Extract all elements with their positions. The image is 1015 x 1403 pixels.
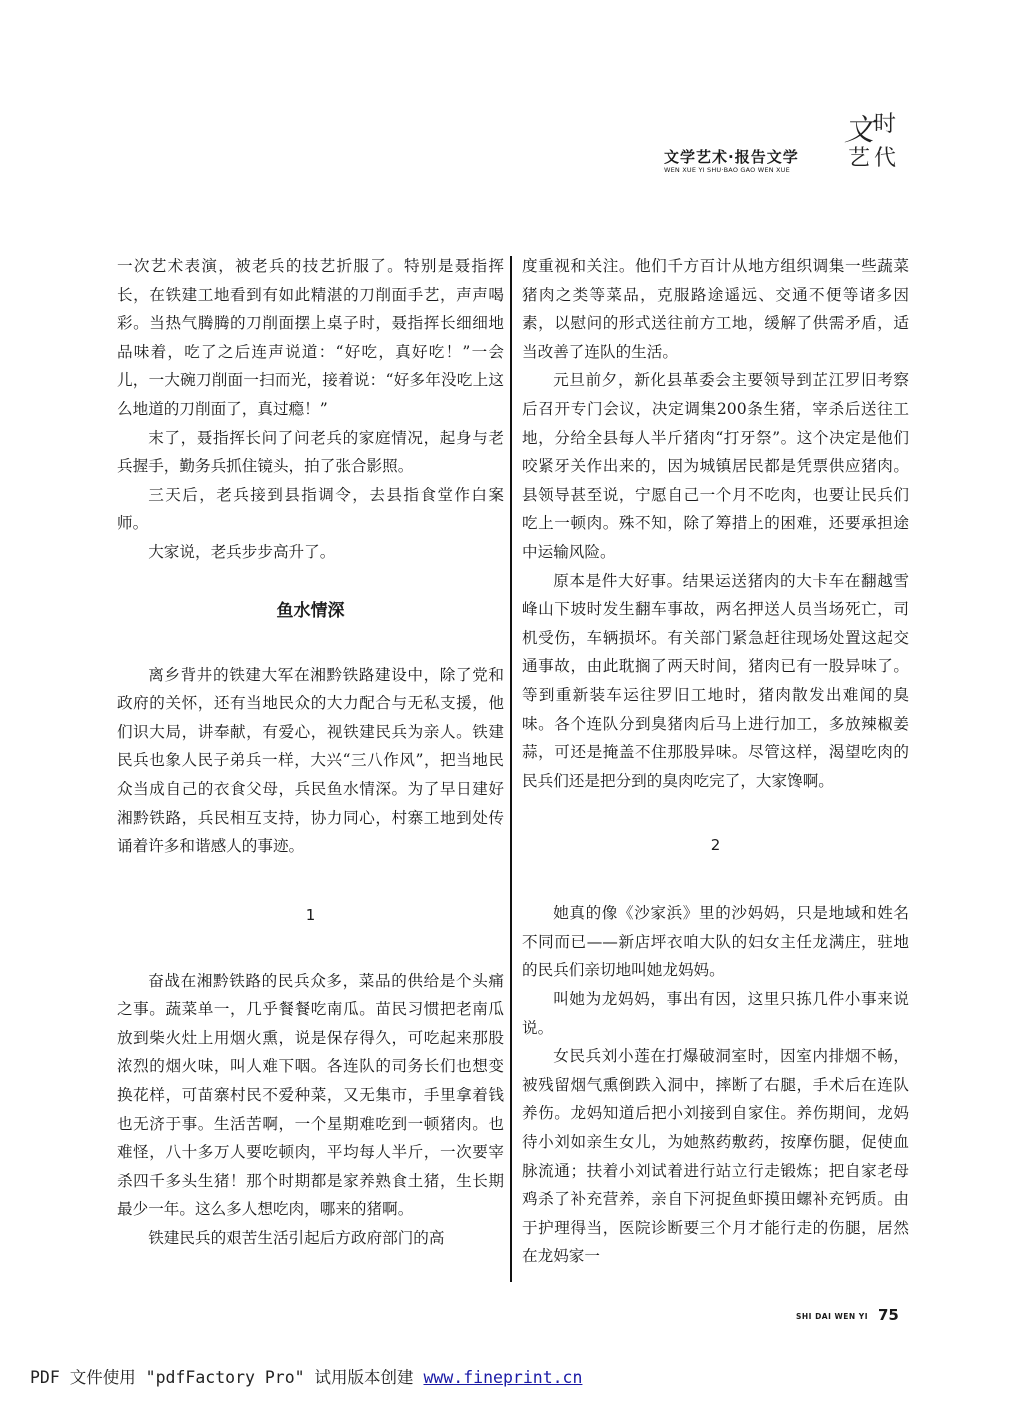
paragraph: 一次艺术表演，被老兵的技艺折服了。特别是聂指挥长，在铁建工地看到有如此精湛的刀削面手艺，声声喝彩。当热气腾腾的刀削面摆上桌子时，聂指挥长细细地品味着，吃了之后连声说道：“好吃，真好吃！”一会儿，一大碗刀削面一扫而光，接着说：“好多年没吃上这么地道的刀削面了，真过瘾！” — [117, 257, 504, 418]
section-title: 文学艺术·报告文学 — [664, 148, 799, 166]
logo-char-3: 艺 — [848, 146, 871, 171]
paragraph: 元旦前夕，新化县革委会主要领导到芷江罗旧考察后召开专门会议，决定调集200条生猪，宰杀后送往工地，分给全县每人半斤猪肉“打牙祭”。这个决定是他们咬紧牙关作出来的，因为城镇居民都是凭票供应猪肉。县领导甚至说，宁愿自己一个月不吃肉，也要让民兵们吃上一顿肉。殊不知，除了筹措上的困难，还要承担途中运输风险。 — [522, 371, 909, 561]
pdf-watermark — [30, 1364, 582, 1388]
logo-char-2: 时 — [874, 112, 897, 137]
journal-name: SHI DAI WEN YI — [796, 1312, 869, 1321]
section-heading: 鱼水情深 — [276, 600, 345, 621]
journal-logo — [842, 114, 902, 176]
watermark-text: PDF 文件使用 "pdfFactory Pro" 试用版本创建 — [30, 1368, 424, 1387]
paragraph: 叫她为龙妈妈，事出有因，这里只拣几件小事来说说。 — [522, 990, 909, 1037]
paragraph: 她真的像《沙家浜》里的沙妈妈，只是地域和姓名不同而已——新店坪衣咱大队的妇女主任龙满庄，驻地的民兵们亲切地叫她龙妈妈。 — [522, 904, 909, 980]
watermark-link[interactable]: www.fineprint.cn — [423, 1368, 583, 1387]
paragraph: 奋战在湘黔铁路的民兵众多，菜品的供给是个头痛之事。蔬菜单一，几乎餐餐吃南瓜。苗民习惯把老南瓜放到柴火灶上用烟火熏，说是保存得久，可吃起来那股浓烈的烟火味，叫人难下咽。各连队的司务长们也想变换花样，可苗寨村民不爱种菜，又无集市，手里拿着钱也无济于事。生活苦啊，一个星期难吃到一顿猪肉。也难怪，八十多万人要吃顿肉，平均每人半斤，一次要宰杀四千多头生猪！那个时期都是家养熟食土猪，生长期最少一年。这么多人想吃肉，哪来的猪啊。 — [117, 971, 504, 1219]
section-subtitle: WEN XUE YI SHU·BAO GAO WEN XUE — [664, 166, 790, 174]
logo-char-1: 文 — [844, 113, 874, 148]
paragraph: 大家说，老兵步步高升了。 — [148, 542, 336, 561]
paragraph: 女民兵刘小莲在打爆破洞室时，因室内排烟不畅，被残留烟气熏倒跌入洞中，摔断了右腿，手术后在连队养伤。龙妈知道后把小刘接到自家住。养伤期间，龙妈待小刘如亲生女儿，为她熬药敷药，按摩伤腿，促使血脉流通；扶着小刘试着进行站立行走锻炼；把自家老母鸡杀了补充营养，亲自下河捉鱼虾摸田螺补充钙质。由于护理得当，医院诊断要三个月才能行走的伤腿，居然在龙妈家一 — [522, 1047, 909, 1266]
paragraph: 度重视和关注。他们千方百计从地方组织调集一些蔬菜猪肉之类等菜品，克服路途遥远、交通不便等诸多因素，以慰问的形式送往前方工地，缓解了供需矛盾，适当改善了连队的生活。 — [522, 257, 909, 361]
paragraph: 离乡背井的铁建大军在湘黔铁路建设中，除了党和政府的关怀，还有当地民众的大力配合与无私支援，他们识大局，讲奉献，有爱心，视铁建民兵为亲人。铁建民兵也象人民子弟兵一样，大兴“三八作风”，把当地民众当成自己的衣食父母，兵民鱼水情深。为了早日建好湘黔铁路，兵民相互支持，协力同心，村寨工地到处传诵着许多和谐感人的事迹。 — [117, 665, 504, 856]
subsection-number: 2 — [710, 836, 721, 855]
paragraph: 原本是件大好事。结果运送猪肉的大卡车在翻越雪峰山下坡时发生翻车事故，两名押送人员当场死亡，司机受伤，车辆损坏。有关部门紧急赶往现场处置这起交通事故，由此耽搁了两天时间，猪肉已有一股异味了。等到重新装车运往罗旧工地时，猪肉散发出难闻的臭味。各个连队分到臭猪肉后马上进行加工，多放辣椒姜蒜，可还是掩盖不住那股异味。尽管这样，渴望吃肉的民兵们还是把分到的臭肉吃完了，大家馋啊。 — [522, 571, 909, 790]
logo-char-4: 代 — [874, 146, 897, 171]
paragraph: 铁建民兵的艰苦生活引起后方政府部门的高 — [148, 1229, 445, 1248]
paragraph: 三天后，老兵接到县指调令，去县指食堂作白案师。 — [117, 485, 504, 533]
page-number: 75 — [878, 1306, 899, 1324]
column-divider — [510, 256, 512, 1282]
right-column — [522, 252, 909, 1271]
paragraph: 末了，聂指挥长问了问老兵的家庭情况，起身与老兵握手，勤务兵抓住镜头，拍了张合影照。 — [117, 428, 504, 476]
subsection-number: 1 — [305, 905, 316, 924]
left-column — [117, 252, 504, 1253]
